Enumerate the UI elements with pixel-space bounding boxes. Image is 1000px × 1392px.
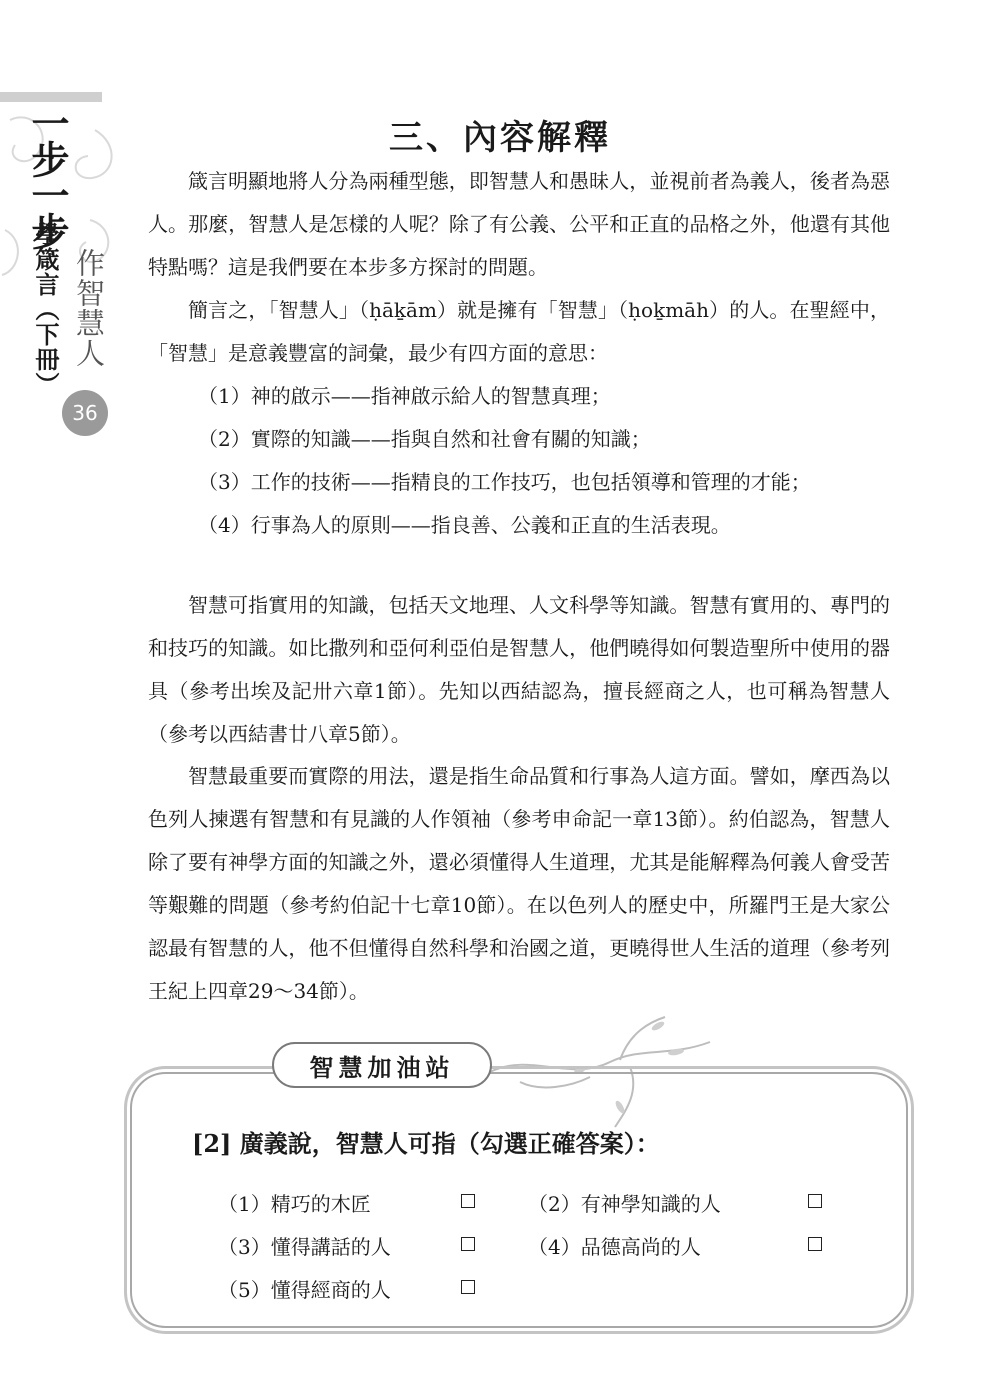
page-number: 36 [62, 390, 108, 436]
meaning-item: （1）神的啟示——指神啟示給人的智慧真理； [198, 384, 611, 408]
paragraph-intro: 箴言明顯地將人分為兩種型態，即智慧人和愚昧人，並視前者為義人，後者為惡人。那麼，智慧人是怎樣的人呢？除了有公義、公平和正直的品格之外，他還有其他特點嗎？這是我們要在本步多方探討的問題。 [148, 169, 890, 279]
option-label: （2）有神學知識的人 [528, 1192, 721, 1216]
meaning-item: （2）實際的知識——指與自然和社會有關的知識； [198, 427, 651, 451]
meaning-item: （3）工作的技術——指精良的工作技巧，也包括領導和管理的才能； [198, 470, 811, 494]
paragraph-definition: 簡言之，「智慧人」（ḥāḵām）就是擁有「智慧」（ḥoḵmāh）的人。在聖經中，「智慧」是意義豐富的詞彙，最少有四方面的意思： [148, 298, 890, 365]
wisdom-station-label: 智慧加油站 [272, 1042, 492, 1088]
paragraph-practical: 智慧可指實用的知識，包括天文地理、人文科學等知識。智慧有實用的、專門的和技巧的知識。如比撒列和亞何利亞伯是智慧人，他們曉得如何製造聖所中使用的器具（參考出埃及記卅六章1節）。先知以西結認為，擅長經商之人，也可稱為智慧人（參考以西結書廿八章5節）。 [148, 593, 890, 746]
option-2-checkbox[interactable] [808, 1194, 822, 1208]
option-3-checkbox[interactable] [461, 1237, 475, 1251]
series-title: 一步一步 [25, 104, 70, 248]
chapter-title: 作智慧人 [72, 248, 106, 368]
book-title: 學箴言（下冊） [31, 222, 60, 397]
option-5-checkbox[interactable] [461, 1280, 475, 1294]
option-label: （4）品德高尚的人 [528, 1235, 701, 1259]
option-4-checkbox[interactable] [808, 1237, 822, 1251]
paragraph-life: 智慧最重要而實際的用法，還是指生命品質和行事為人這方面。譬如，摩西為以色列人揀選有智慧和有見識的人作領袖（參考申命記一章13節）。約伯認為，智慧人除了要有神學方面的知識之外，還必須懂得人生道理，尤其是能解釋為何義人會受苦等艱難的問題（參考約伯記十七章10節）。在以色列人的歷史中，所羅門王是大家公認最有智慧的人，他不但懂得自然科學和治國之道，更曉得世人生活的道理（參考列王紀上四章29～34節）。 [148, 764, 890, 1003]
option-label: （3）懂得講話的人 [218, 1235, 391, 1259]
option-1-checkbox[interactable] [461, 1194, 475, 1208]
option-label: （5）懂得經商的人 [218, 1278, 391, 1302]
quiz-question: [2] 廣義說，智慧人可指（勾選正確答案）： [192, 1129, 660, 1158]
meaning-item: （4）行事為人的原則——指良善、公義和正直的生活表現。 [198, 513, 731, 537]
option-label: （1）精巧的木匠 [218, 1192, 371, 1216]
section-title: 三、內容解釋 [389, 118, 611, 158]
